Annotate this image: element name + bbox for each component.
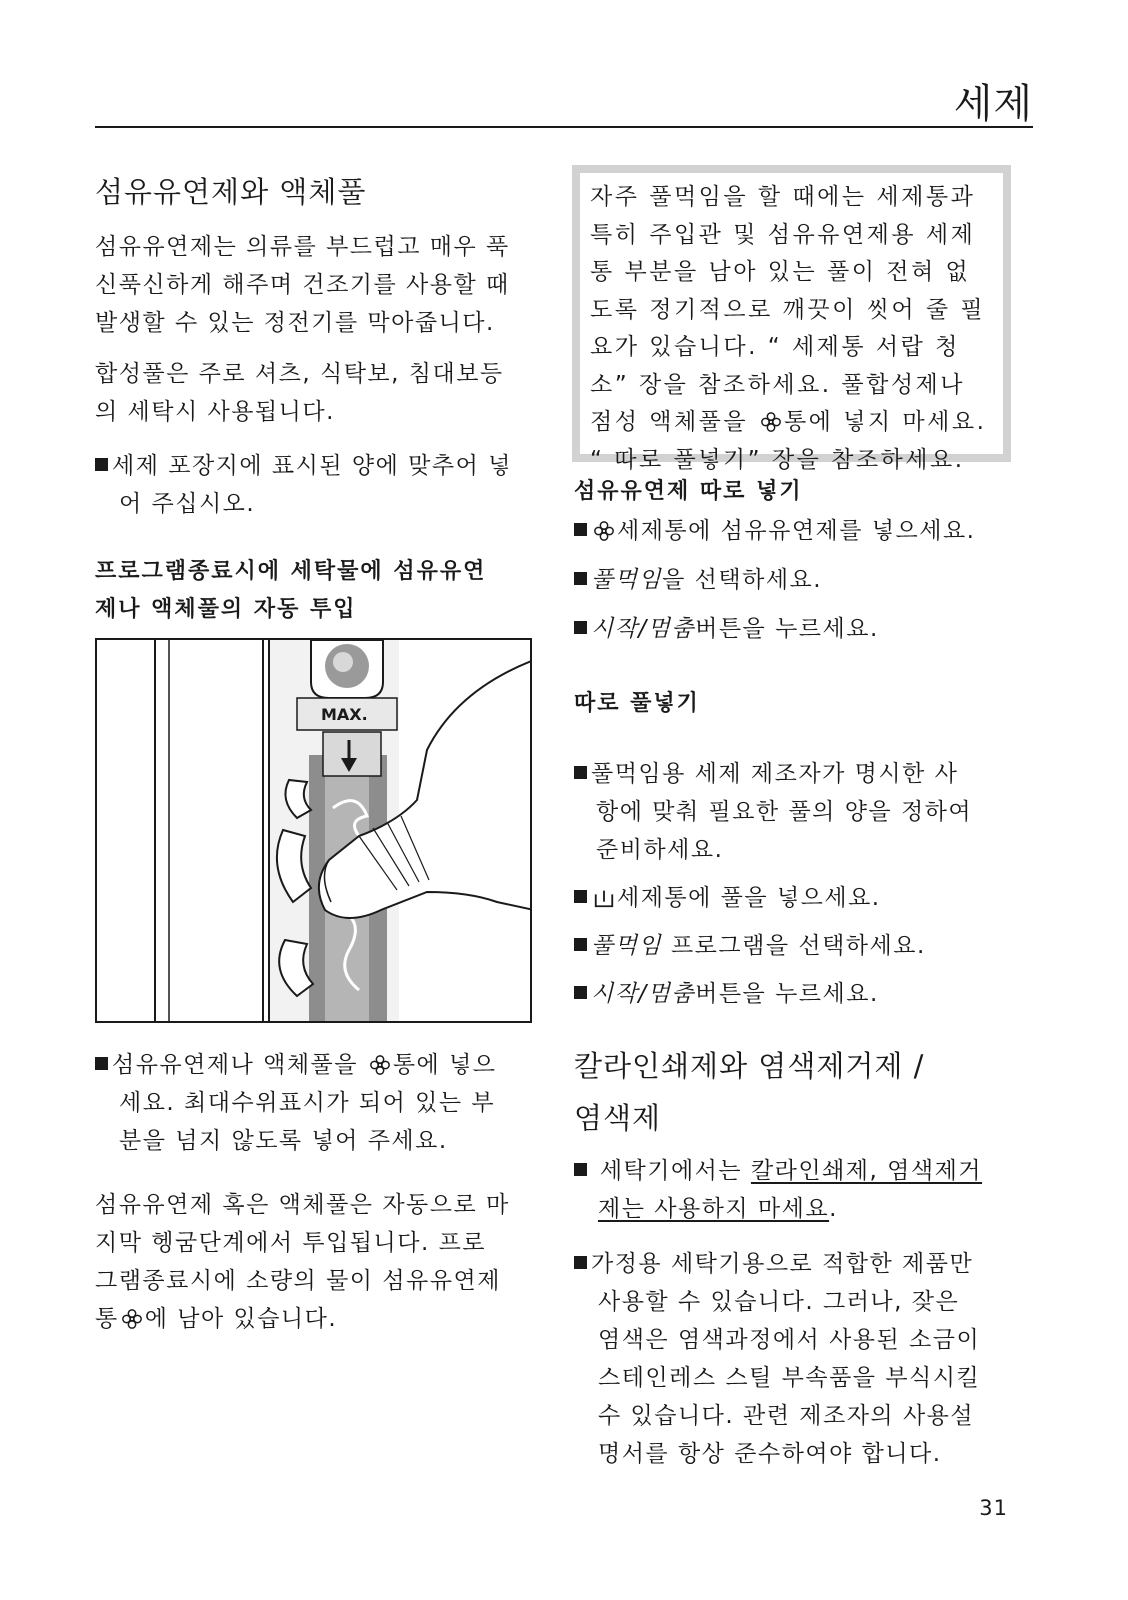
text-line: 염색은 염색과정에서 사용된 소금이	[598, 1327, 981, 1353]
note-line: 자주 풀먹임을 할 때에는 세제통과	[590, 184, 976, 210]
program-name: 풀먹임	[591, 933, 663, 959]
note-line: 통 부분을 남아 있는 풀이 전혀 없	[590, 259, 971, 285]
section-title-softener-starch: 섬유유연제와 액체풀	[95, 175, 367, 209]
bullet-marker	[574, 890, 587, 903]
note-line: 특히 주입관 및 섬유유연제용 세제	[590, 221, 976, 248]
text-line: 어 주십시오.	[119, 491, 256, 517]
text-fragment: 버튼을 누르세요.	[695, 616, 879, 642]
dye-warning-bullet	[574, 1152, 1014, 1228]
text-fragment: 섬유유연제나 액체풀을	[112, 1052, 367, 1078]
text-line	[95, 1300, 535, 1338]
button-name: 시작/멈춤	[591, 616, 696, 642]
text-line: 제나 액체풀의 자동 투입	[95, 597, 357, 622]
bullet-marker	[574, 523, 587, 536]
text-line: 명서를 항상 준수하여야 합니다.	[598, 1441, 942, 1467]
program-name: 풀먹임	[591, 567, 663, 593]
household-bullet	[574, 1245, 1014, 1473]
text-fragment: 통에 넣으	[392, 1052, 497, 1078]
bullet-marker	[574, 1163, 587, 1176]
separate-starch-steps	[574, 755, 1014, 1013]
text-line: 세제 포장지에 표시된 양에 맞추어 넣	[112, 453, 512, 479]
text-fragment: 가정용 세탁기용으로 적합한 제품만	[591, 1251, 974, 1277]
text-fragment: 세탁기에서는	[599, 1158, 751, 1184]
starch-paragraph	[95, 355, 535, 431]
text-line: 세요. 최대수위표시가 되어 있는 부	[119, 1090, 496, 1116]
text-fragment: 통	[95, 1306, 119, 1332]
section-title-dyes	[574, 1040, 924, 1144]
text-line: 의 세탁시 사용됩니다.	[95, 399, 335, 425]
flower-icon	[760, 411, 782, 433]
flower-icon	[369, 1054, 391, 1076]
text-fragment: 세제통에 섬유유연제를 넣으세요.	[617, 518, 976, 544]
text-fragment: 버튼을 누르세요.	[695, 981, 879, 1007]
text-line: 염색제	[574, 1101, 662, 1135]
bullet-marker	[574, 986, 587, 999]
text-fragment: 을 선택하세요.	[662, 567, 823, 593]
bullet-marker	[95, 458, 108, 471]
text-line: 수 있습니다. 관련 제조자의 사용설	[598, 1403, 975, 1429]
text-line: 스테인레스 스틸 부속품을 부식시킬	[598, 1365, 981, 1391]
text-line: 준비하세요.	[596, 837, 724, 863]
text-line: 사용할 수 있습니다. 그러나, 잦은	[598, 1289, 960, 1315]
note-line: 요가 있습니다. “ 세제통 서랍 청	[590, 334, 960, 360]
text-line: 합성풀은 주로 셔츠, 식탁보, 침대보등	[95, 361, 504, 387]
bullet-marker	[95, 1057, 108, 1070]
text-fragment: .	[829, 1196, 838, 1222]
button-name: 시작/멈춤	[591, 981, 696, 1007]
separate-softener-heading: 섬유유연제 따로 넣기	[574, 479, 803, 504]
bullet-marker	[574, 1256, 587, 1269]
text-line: 신푹신하게 해주며 건조기를 사용할 때	[95, 272, 510, 298]
text-line: 그램종료시에 소량의 물이 섬유유연제	[95, 1268, 501, 1294]
text-fragment: 점성 액체풀을	[590, 409, 758, 435]
flower-icon	[593, 520, 615, 542]
header-rule	[95, 126, 1033, 128]
bullet-marker	[574, 572, 587, 585]
text-fragment: 세제통에 풀을 넣으세요.	[617, 885, 881, 911]
fill-compartment-bullet	[95, 1046, 535, 1160]
auto-dose-paragraph	[95, 1186, 535, 1338]
separate-softener-steps	[574, 512, 1014, 648]
auto-dispense-subheading	[95, 553, 486, 629]
text-fragment: 풀먹임용 세제 제조자가 명시한 사	[591, 761, 959, 787]
text-fragment: 칼라인쇄제, 염색제거	[750, 1158, 983, 1184]
text-fragment: 통에 넣지 마세요.	[783, 409, 987, 435]
text-line: 항에 맞춰 필요한 풀의 양을 정하여	[596, 799, 973, 825]
max-label: MAX.	[321, 705, 368, 724]
dispenser-illustration	[95, 638, 532, 1023]
text-line: 섬유유연제 혹은 액체풀은 자동으로 마	[95, 1192, 510, 1218]
intro-paragraph	[95, 228, 535, 342]
text-line: 발생할 수 있는 정전기를 막아줍니다.	[95, 310, 495, 336]
page-number: 31	[979, 1496, 1008, 1520]
text-line: 분을 넘지 않도록 넣어 주세요.	[119, 1128, 448, 1154]
text-fragment: 에 남아 있습니다.	[144, 1306, 338, 1332]
text-line: 섬유유연제는 의류를 부드럽고 매우 푹	[95, 234, 510, 260]
separate-starch-heading: 따로 풀넣기	[574, 691, 700, 716]
text-fragment: 프로그램을 선택하세요.	[662, 933, 926, 959]
flower-icon	[121, 1308, 143, 1330]
dosage-bullet	[95, 447, 535, 523]
note-line	[590, 404, 995, 442]
text-line: 칼라인쇄제와 염색제거제 /	[574, 1049, 925, 1083]
bullet-marker	[574, 766, 587, 779]
note-box	[572, 165, 1011, 473]
bullet-marker	[574, 621, 587, 634]
note-line: 소” 장을 참조하세요. 풀합성제나	[590, 371, 965, 398]
page-title: 세제	[953, 81, 1033, 127]
bullet-marker	[574, 938, 587, 951]
note-line: 도록 정기적으로 깨끗이 씻어 줄 필	[590, 296, 986, 323]
text-line: 지막 헹굼단계에서 투입됩니다. 프로	[95, 1230, 487, 1256]
note-line: “ 따로 풀넣기” 장을 참조하세요.	[590, 446, 965, 473]
text-line: 프로그램종료시에 세탁물에 섬유유연	[95, 559, 487, 584]
main-wash-compartment-icon	[593, 887, 615, 909]
text-fragment: 제는 사용하지 마세요	[598, 1196, 830, 1222]
